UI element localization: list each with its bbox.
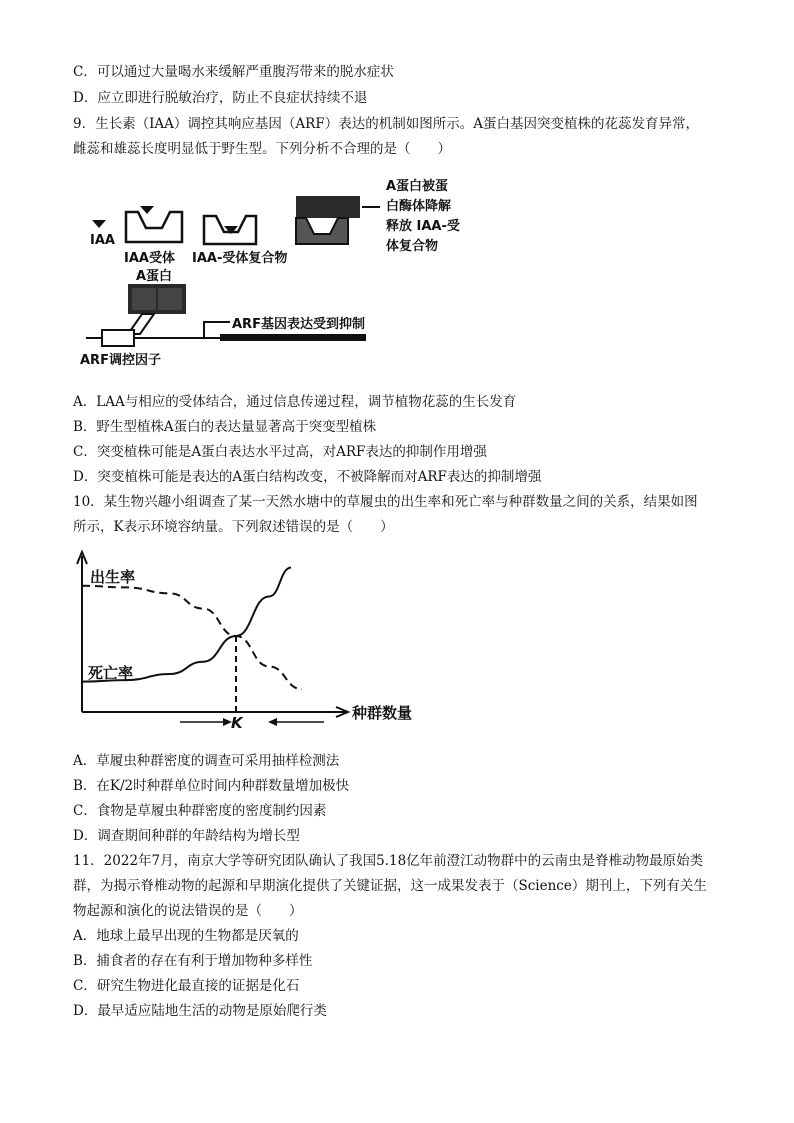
- q8-option-c: C．可以通过大量喝水来缓解严重腹泻带来的脱水症状: [73, 64, 394, 80]
- q11-option-a: A．地球上最早出现的生物都是厌氧的: [73, 928, 299, 944]
- q11-option-d: D．最早适应陆地生活的动物是原始爬行类: [73, 1003, 327, 1019]
- label-arf-inhibited: ARF基因表达受到抑制: [232, 317, 365, 332]
- q9-option-c: C．突变植株可能是A蛋白表达水平过高，对ARF表达的抑制作用增强: [73, 444, 487, 460]
- k-marker-label: K: [231, 714, 243, 732]
- label-complex: IAA-受体复合物: [192, 251, 288, 266]
- label-iaa: IAA: [90, 233, 115, 248]
- label-degrade-3: 释放 IAA-受: [386, 219, 460, 234]
- q9-option-a: A．LAA与相应的受体结合，通过信息传递过程，调节植物花蕊的生长发育: [73, 394, 517, 410]
- iaa-molecule-2: [140, 206, 154, 214]
- complex-with-a-protein: [296, 218, 348, 244]
- arf-regulator-box: [102, 330, 134, 346]
- q10-option-a: A．草履虫种群密度的调查可采用抽样检测法: [73, 753, 340, 769]
- q8-option-d: D．应立即进行脱敏治疗，防止不良症状持续不退: [73, 90, 368, 106]
- legend-birth-rate: 出生率: [90, 568, 136, 586]
- q10-option-c: C．食物是草履虫种群密度的密度制约因素: [73, 803, 327, 819]
- label-arf-regulator: ARF调控因子: [80, 353, 161, 368]
- q9-stem-line1: 9．生长素（IAA）调控其响应基因（ARF）表达的机制如图所示。A蛋白基因突变植株的花蕊发育异常，: [73, 116, 699, 132]
- a-protein-inner-left: [132, 288, 156, 310]
- label-degrade-4: 体复合物: [386, 239, 439, 254]
- q9-option-b: B．野生型植株A蛋白的表达量显著高于突变型植株: [73, 419, 377, 435]
- iaa-receptor-shape: [126, 212, 182, 242]
- label-degrade-2: 白酶体降解: [386, 199, 452, 214]
- arf-gene-bar: [220, 334, 366, 341]
- q11-option-c: C．研究生物进化最直接的证据是化石: [73, 978, 300, 994]
- iaa-mechanism-diagram: [80, 172, 500, 372]
- x-axis-label: 种群数量: [352, 704, 413, 722]
- q11-stem-line1: 11．2022年7月，南京大学等研究团队确认了我国5.18亿年前澄江动物群中的云南虫是脊椎动物最原始类: [73, 853, 704, 869]
- q11-stem-line3: 物起源和演化的说法错误的是（ ）: [73, 903, 303, 919]
- label-receptor: IAA受体: [124, 251, 175, 266]
- label-a-protein: A蛋白: [136, 269, 173, 284]
- a-protein-block-top: [296, 196, 360, 218]
- q9-stem-line2: 雌蕊和雄蕊长度明显低于野生型。下列分析不合理的是（ ）: [73, 141, 451, 157]
- q10-stem-line1: 10．某生物兴趣小组调查了某一天然水塘中的草履虫的出生率和死亡率与种群数量之间的关系，结果如图: [73, 494, 698, 510]
- q9-option-d: D．突变植株可能是表达的A蛋白结构改变，不被降解而对ARF表达的抑制增强: [73, 469, 542, 485]
- q10-option-b: B．在K/2时种群单位时间内种群数量增加极快: [73, 778, 350, 794]
- a-protein-inner-right: [158, 288, 182, 310]
- arrow-right-head: [268, 718, 277, 726]
- iaa-molecule-1: [92, 220, 106, 228]
- label-degrade-1: A蛋白被蛋: [386, 179, 449, 194]
- q10-stem-line2: 所示，K表示环境容纳量。下列叙述错误的是（ ）: [73, 519, 394, 535]
- q10-option-d: D．调查期间种群的年龄结构为增长型: [73, 828, 300, 844]
- q11-stem-line2: 群，为揭示脊椎动物的起源和早期演化提供了关键证据，这一成果发表于（Science）期刊上，下列有关生: [73, 878, 707, 894]
- q11-option-b: B．捕食者的存在有利于增加物种多样性: [73, 953, 313, 969]
- legend-death-rate: 死亡率: [88, 664, 134, 682]
- population-rate-chart: [70, 550, 440, 735]
